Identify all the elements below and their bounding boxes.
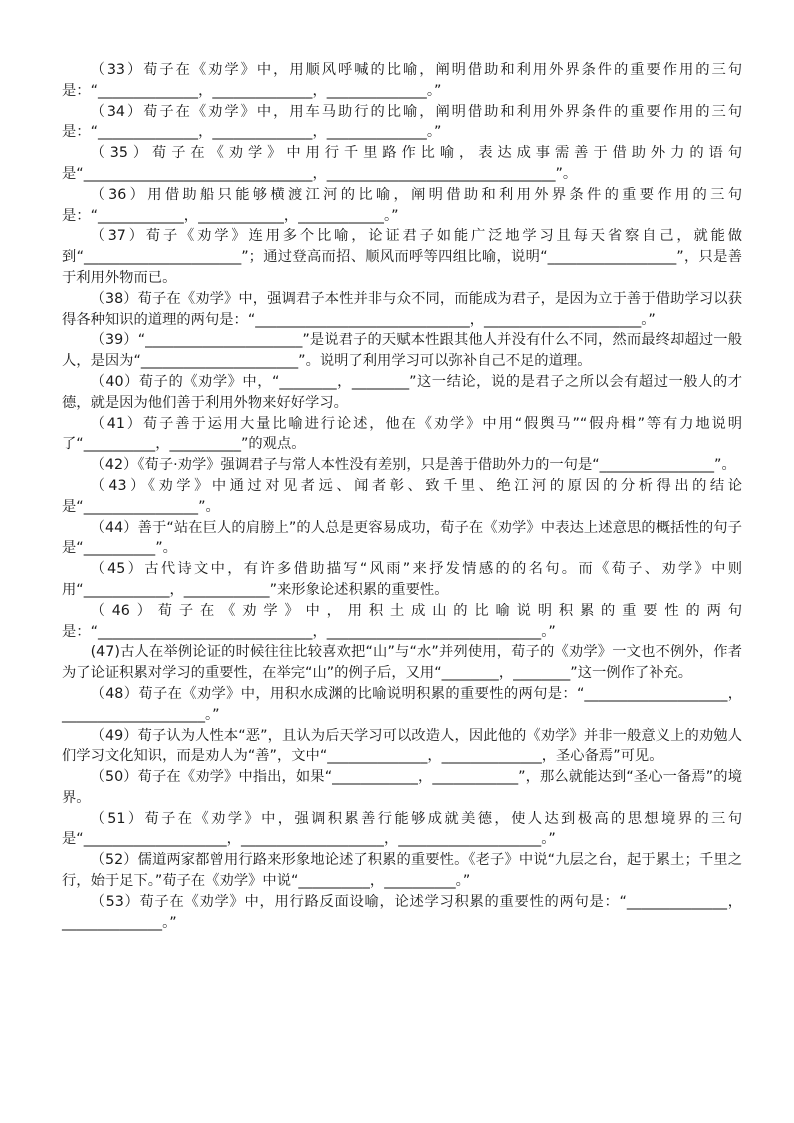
- question-44: （44）善于“站在巨人的肩膀上”的人总是更容易成功，荀子在《劝学》中表达上述意思的概括性的句子是“__________”。: [62, 519, 742, 557]
- question-42: （42）《荀子·劝学》强调君子与常人本性没有差别，只是善于借助外力的一句是“________________”。: [90, 457, 736, 474]
- question-53: （53）荀子在《劝学》中，用行路反面设喻，论述学习积累的重要性的两句是：“______________，______________。”: [62, 893, 742, 931]
- question-36: （36）用借助船只能够横渡江河的比喻，阐明借助和利用外界条件的重要作用的三句是：“____________，____________，____________。”: [62, 186, 742, 224]
- question-41: （41）荀子善于运用大量比喻进行论述，他在《劝学》中用“假舆马”“假舟楫”等有力地说明了“__________，__________”的观点。: [62, 415, 742, 453]
- question-46: （46）荀子在《劝学》中，用积土成山的比喻说明积累的重要性的两句是：“______________________________，______________________________。”: [62, 602, 742, 640]
- question-47: (47)古人在举例论证的时候往往比较喜欢把“山”与“水”并列使用，荀子的《劝学》一文也不例外，作者为了论证积累对学习的重要性，在举完“山”的例子后，又用“________，________”这一例作了补充。: [62, 644, 742, 682]
- question-34: （34）荀子在《劝学》中，用车马助行的比喻，阐明借助和利用外界条件的重要作用的三句是：“______________，______________，______________。”: [62, 103, 742, 141]
- worksheet-page: [62, 60, 742, 933]
- question-51: （51）荀子在《劝学》中，强调积累善行能够成就美德，使人达到极高的思想境界的三句是“____________________，____________________，____________________。”: [62, 810, 742, 848]
- question-48: （48）荀子在《劝学》中，用积水成渊的比喻说明积累的重要性的两句是：“____________________，____________________。”: [62, 685, 742, 723]
- question-40: （40）荀子的《劝学》中，“________，________”这一结论，说的是君子之所以会有超过一般人的才德，就是因为他们善于利用外物来好好学习。: [62, 373, 742, 411]
- question-33: （33）荀子在《劝学》中，用顺风呼喊的比喻，阐明借助和利用外界条件的重要作用的三句是：“______________，______________，______________。”: [62, 62, 742, 99]
- question-35: （35）荀子在《劝学》中用行千里路作比喻，表达成事需善于借助外力的语句是“________________________________，________________________________”。: [62, 145, 742, 182]
- question-50: （50）荀子在《劝学》中指出，如果“____________，____________”，那么就能达到“圣心一备焉”的境界。: [62, 769, 742, 806]
- question-45: （45）古代诗文中，有许多借助描写“风雨”来抒发情感的的名句。而《荀子、劝学》中则用“____________，____________”来形象论述积累的重要性。: [62, 561, 742, 598]
- question-38: （38）荀子在《劝学》中，强调君子本性并非与众不同，而能成为君子，是因为立于善于借助学习以获得各种知识的道理的两句是：“______________________________，______________________。”: [62, 290, 742, 328]
- question-43: （43）《劝学》中通过对见者远、闻者彰、致千里、绝江河的原因的分析得出的结论是“________________”。: [62, 477, 742, 515]
- question-49: （49）荀子认为人性本“恶”，且认为后天学习可以改造人，因此他的《劝学》并非一般意义上的劝勉人们学习文化知识，而是劝人为“善”，文中“______________，______________，圣心备焉”可见。: [62, 727, 742, 765]
- question-39: （39）“______________________”是说君子的天赋本性跟其他人并没有什么不同，然而最终却超过一般人，是因为“______________________”。说明了利用学习可以弥补自己不足的道理。: [62, 332, 742, 370]
- question-37: （37）荀子《劝学》连用多个比喻，论证君子如能广泛地学习且每天省察自己，就能做到“______________________”；通过登高而招、顺风而呼等四组比喻，说明“__________________”，只是善于利用外物而已。: [62, 228, 742, 286]
- question-52: （52）儒道两家都曾用行路来形象地论述了积累的重要性。《老子》中说“九层之台，起于累土；千里之行，始于足下。”荀子在《劝学》中说“__________，__________。”: [62, 852, 742, 890]
